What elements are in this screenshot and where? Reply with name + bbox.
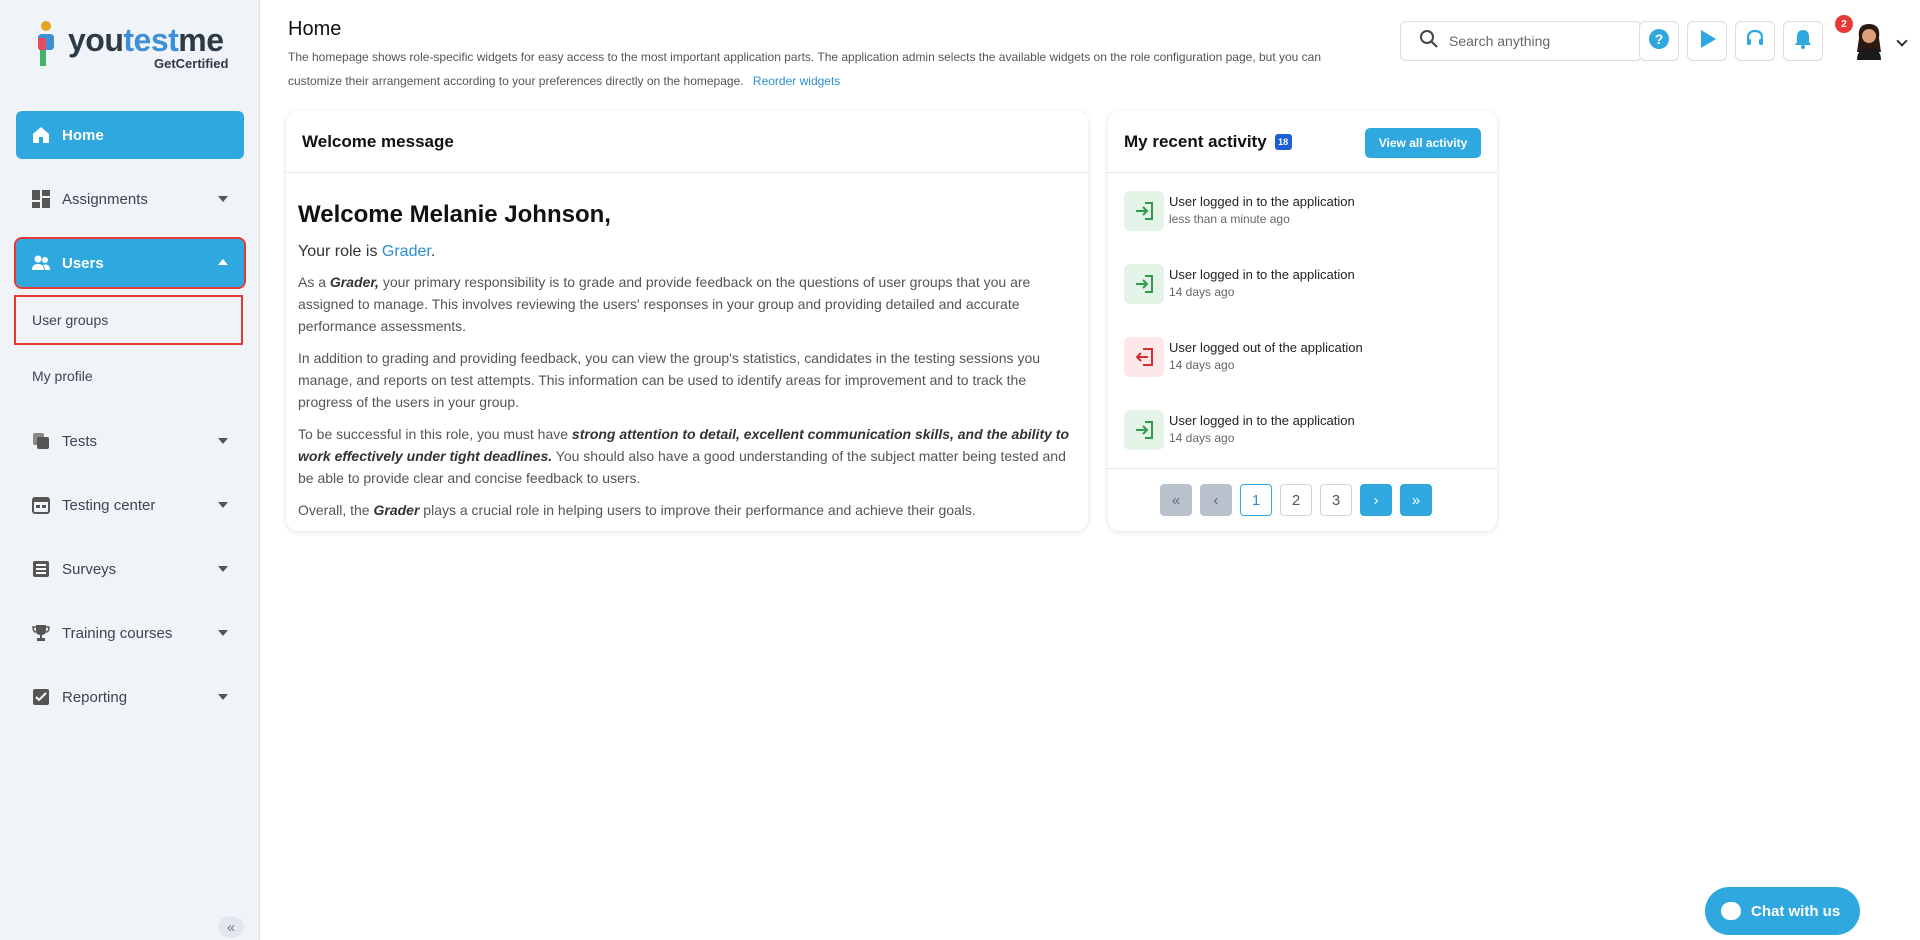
welcome-message-widget bbox=[286, 111, 1088, 531]
page-description bbox=[288, 45, 1348, 93]
chevron-down-icon bbox=[218, 502, 228, 508]
sidebar-subitem-user-groups[interactable] bbox=[16, 297, 241, 343]
sidebar bbox=[0, 0, 260, 940]
avatar[interactable] bbox=[1853, 22, 1885, 60]
sidebar-item-label: Testing center bbox=[62, 496, 156, 514]
sidebar-item-label: Home bbox=[62, 126, 104, 144]
welcome-paragraph: In addition to grading and providing feedback, you can view the group's statistics, candidates in the testing sessions you manage, and reports on test attempts. This information can be used to identify areas for improvement and to track the progress of the users in your group. bbox=[298, 350, 1041, 410]
first-page-button[interactable]: « bbox=[1160, 484, 1192, 516]
welcome-paragraph: To be successful in this role, you must have strong attention to detail, excellent communication skills, and the ability to work effectively under tight deadlines. You should also have a good understanding of the subject matter being tested and be able to provide clear and concise feedback to users. bbox=[298, 426, 1069, 486]
welcome-paragraph: Overall, the Grader plays a crucial role in helping users to improve their performance and achieve their goals. bbox=[298, 502, 976, 518]
search-input[interactable]: Search anything bbox=[1449, 33, 1551, 49]
chevron-down-icon bbox=[218, 630, 228, 636]
activity-count-badge: 18 bbox=[1275, 134, 1292, 150]
search-box[interactable] bbox=[1400, 21, 1642, 61]
chat-with-us-button[interactable] bbox=[1705, 887, 1860, 935]
widget-title: Welcome message bbox=[286, 111, 1088, 173]
sidebar-item-reporting[interactable] bbox=[16, 673, 244, 721]
sidebar-item-surveys[interactable] bbox=[16, 545, 244, 593]
svg-text:?: ? bbox=[1654, 30, 1664, 47]
sidebar-item-label: Reporting bbox=[62, 688, 128, 706]
headset-icon bbox=[1744, 28, 1766, 55]
page-button-3[interactable]: 3 bbox=[1320, 484, 1352, 516]
welcome-greeting: Welcome Melanie Johnson, bbox=[298, 201, 611, 228]
login-icon bbox=[1124, 410, 1164, 450]
dashboard-icon bbox=[32, 190, 50, 208]
chevron-down-icon bbox=[218, 438, 228, 444]
report-icon bbox=[32, 688, 50, 706]
next-page-button[interactable]: › bbox=[1360, 484, 1392, 516]
collapse-sidebar-button[interactable]: « bbox=[218, 916, 244, 938]
sidebar-item-testing-center[interactable] bbox=[16, 481, 244, 529]
activity-item bbox=[1124, 191, 1464, 235]
activity-time: 14 days ago bbox=[1169, 358, 1235, 372]
logo-text: youtestme bbox=[68, 22, 224, 58]
notifications-button[interactable] bbox=[1783, 21, 1823, 61]
chevron-down-icon bbox=[218, 566, 228, 572]
activity-title: User logged in to the application bbox=[1169, 194, 1355, 209]
sidebar-item-label: Surveys bbox=[62, 560, 117, 578]
activity-time: 14 days ago bbox=[1169, 431, 1235, 445]
users-icon bbox=[32, 254, 50, 272]
sidebar-subitem-my-profile[interactable] bbox=[16, 353, 241, 399]
chat-bubble-icon bbox=[1721, 902, 1741, 920]
page-button-2[interactable]: 2 bbox=[1280, 484, 1312, 516]
activity-time: less than a minute ago bbox=[1169, 212, 1290, 226]
page-description-text: The homepage shows role-specific widgets for easy access to the most important application parts. The application admin selects the available widgets on the role configuration page, but you can customize their arrangement according to your preferences directly on the homepage. bbox=[288, 50, 1322, 88]
login-icon bbox=[1124, 191, 1164, 231]
play-icon bbox=[1696, 28, 1718, 55]
sidebar-item-users[interactable] bbox=[16, 239, 244, 287]
activity-item bbox=[1124, 264, 1464, 308]
activity-time: 14 days ago bbox=[1169, 285, 1235, 299]
logout-icon bbox=[1124, 337, 1164, 377]
role-name: Grader bbox=[381, 243, 431, 260]
chevron-down-icon[interactable] bbox=[1896, 35, 1907, 46]
logo-subtitle: GetCertified bbox=[154, 56, 229, 71]
help-icon bbox=[1648, 28, 1670, 55]
prev-page-button[interactable]: ‹ bbox=[1200, 484, 1232, 516]
list-icon bbox=[32, 560, 50, 578]
chevron-up-icon bbox=[218, 259, 228, 265]
chat-label: Chat with us bbox=[1751, 902, 1841, 920]
sidebar-item-label: Users bbox=[62, 254, 104, 272]
widget-title-text: My recent activity bbox=[1124, 131, 1267, 151]
help-button[interactable] bbox=[1639, 21, 1679, 61]
logo[interactable] bbox=[34, 18, 234, 74]
support-button[interactable] bbox=[1735, 21, 1775, 61]
activity-item bbox=[1124, 337, 1464, 381]
sidebar-item-assignments[interactable] bbox=[16, 175, 244, 223]
sidebar-item-label: User groups bbox=[32, 312, 109, 328]
activity-title: User logged in to the application bbox=[1169, 413, 1355, 428]
sidebar-item-label: Assignments bbox=[62, 190, 148, 208]
sidebar-item-label: Training courses bbox=[62, 624, 173, 642]
welcome-body bbox=[286, 173, 1088, 521]
sidebar-item-label: My profile bbox=[32, 368, 93, 384]
role-line bbox=[298, 243, 1076, 261]
sidebar-item-tests[interactable] bbox=[16, 417, 244, 465]
last-page-button[interactable]: » bbox=[1400, 484, 1432, 516]
activity-item bbox=[1124, 410, 1464, 454]
welcome-paragraph: As a Grader, your primary responsibility is to grade and provide feedback on the questions of user groups that you are assigned to manage. This involves reviewing the users' responses in your group and providing detailed and accurate performance assessments. bbox=[298, 274, 1031, 334]
search-icon bbox=[1419, 29, 1439, 54]
sidebar-item-label: Tests bbox=[62, 432, 98, 450]
chevron-down-icon bbox=[218, 694, 228, 700]
sidebar-item-home[interactable] bbox=[16, 111, 244, 159]
divider bbox=[1108, 468, 1497, 469]
role-prefix: Your role is bbox=[298, 243, 382, 260]
activity-title: User logged in to the application bbox=[1169, 267, 1355, 282]
reorder-widgets-link[interactable]: Reorder widgets bbox=[752, 74, 841, 88]
sidebar-item-training-courses[interactable] bbox=[16, 609, 244, 657]
home-icon bbox=[32, 126, 50, 144]
view-all-activity-button[interactable]: View all activity bbox=[1365, 128, 1481, 158]
logo-mark-icon bbox=[34, 20, 58, 70]
activity-title: User logged out of the application bbox=[1169, 340, 1363, 355]
role-suffix: . bbox=[430, 243, 436, 260]
notification-count-badge: 2 bbox=[1835, 15, 1853, 33]
play-tour-button[interactable] bbox=[1687, 21, 1727, 61]
calendar-icon bbox=[32, 496, 50, 514]
recent-activity-widget bbox=[1108, 111, 1497, 531]
trophy-icon bbox=[32, 624, 50, 642]
bell-icon bbox=[1792, 28, 1814, 55]
page-button-1[interactable]: 1 bbox=[1240, 484, 1272, 516]
page-title: Home bbox=[288, 18, 342, 40]
login-icon bbox=[1124, 264, 1164, 304]
chevron-down-icon bbox=[218, 196, 228, 202]
widget-title bbox=[1108, 111, 1497, 173]
copy-icon bbox=[32, 432, 50, 450]
